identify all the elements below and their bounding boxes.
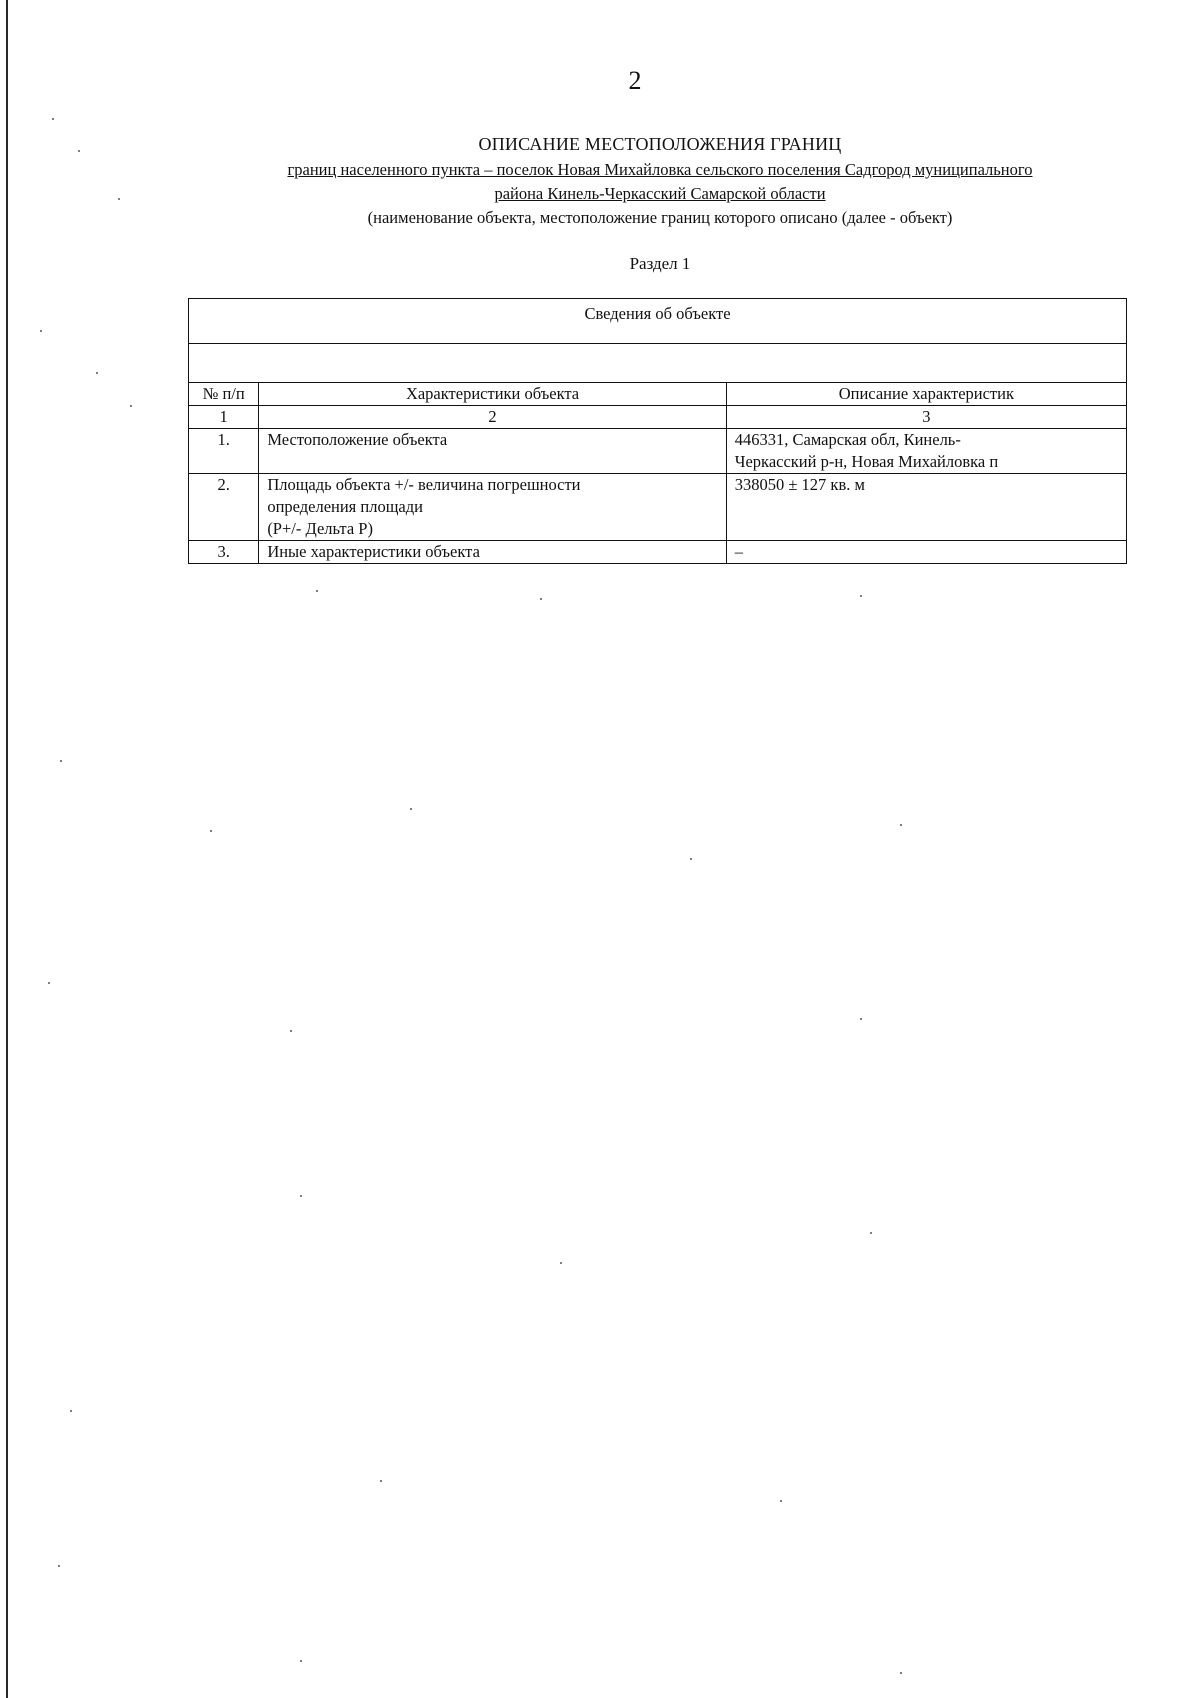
row-description (726, 474, 1126, 541)
subject-line-1: границ населенного пункта – поселок Новая Михайловка сельского поселения Садгород муниципального (287, 160, 1033, 179)
column-number-3: 3 (726, 406, 1126, 429)
row-number: 1. (189, 429, 259, 474)
scan-speck (870, 1232, 872, 1234)
document-title: ОПИСАНИЕ МЕСТОПОЛОЖЕНИЯ ГРАНИЦ (478, 134, 842, 154)
scan-speck (380, 1480, 382, 1482)
row-number: 3. (189, 541, 259, 564)
scan-speck (52, 118, 54, 120)
scan-speck (290, 1030, 292, 1032)
row-description (726, 429, 1126, 474)
description-line: 338050 ± 127 кв. м (734, 475, 865, 494)
description-line: 446331, Самарская обл, Кинель- (734, 430, 961, 449)
scan-edge-line (6, 0, 8, 1698)
scan-speck (58, 1565, 60, 1567)
description-line: – (734, 542, 743, 561)
characteristic-line: Иные характеристики объекта (267, 542, 480, 561)
scan-speck (860, 1018, 862, 1020)
scan-speck (70, 1410, 72, 1412)
description-line: Черкасский р-н, Новая Михайловка п (734, 452, 999, 471)
scan-speck (316, 590, 318, 592)
characteristic-line: (Р+/- Дельта Р) (267, 519, 373, 538)
scan-speck (78, 150, 80, 152)
characteristic-line: определения площади (267, 497, 423, 516)
table-title-row (189, 299, 1127, 344)
scan-speck (900, 824, 902, 826)
subject-line-2: района Кинель-Черкасский Самарской области (494, 184, 826, 203)
scan-speck (96, 372, 98, 374)
scan-speck (60, 760, 62, 762)
column-number-1: 1 (189, 406, 259, 429)
header-description: Описание характеристик (726, 383, 1126, 406)
column-number-row (189, 406, 1127, 429)
table-row (189, 429, 1127, 474)
header-number: № п/п (189, 383, 259, 406)
scan-speck (540, 598, 542, 600)
scan-speck (780, 1500, 782, 1502)
table-header-row (189, 383, 1127, 406)
column-number-2: 2 (259, 406, 726, 429)
row-number: 2. (189, 474, 259, 541)
table-title: Сведения об объекте (189, 299, 1127, 344)
row-description (726, 541, 1126, 564)
scan-speck (860, 595, 862, 597)
document-caption: (наименование объекта, местоположение границ которого описано (далее - объект) (367, 208, 953, 227)
row-characteristic (259, 474, 726, 541)
scan-speck (410, 808, 412, 810)
table-blank-row (189, 344, 1127, 383)
object-info-table (188, 298, 1127, 564)
scan-speck (690, 858, 692, 860)
table-row (189, 541, 1127, 564)
scan-speck (560, 1262, 562, 1264)
scan-speck (300, 1195, 302, 1197)
scan-speck (40, 330, 42, 332)
characteristic-line: Площадь объекта +/- величина погрешности (267, 475, 581, 494)
scan-speck (900, 1672, 902, 1674)
scan-speck (130, 405, 132, 407)
page-number: 2 (628, 66, 642, 95)
scan-speck (48, 982, 50, 984)
characteristic-line: Местоположение объекта (267, 430, 448, 449)
scan-speck (210, 830, 212, 832)
table-blank-cell (189, 344, 1127, 383)
table-row (189, 474, 1127, 541)
section-label: Раздел 1 (629, 254, 691, 273)
row-characteristic (259, 429, 726, 474)
scan-speck (118, 198, 120, 200)
scan-speck (300, 1660, 302, 1662)
row-characteristic (259, 541, 726, 564)
header-characteristic: Характеристики объекта (259, 383, 726, 406)
